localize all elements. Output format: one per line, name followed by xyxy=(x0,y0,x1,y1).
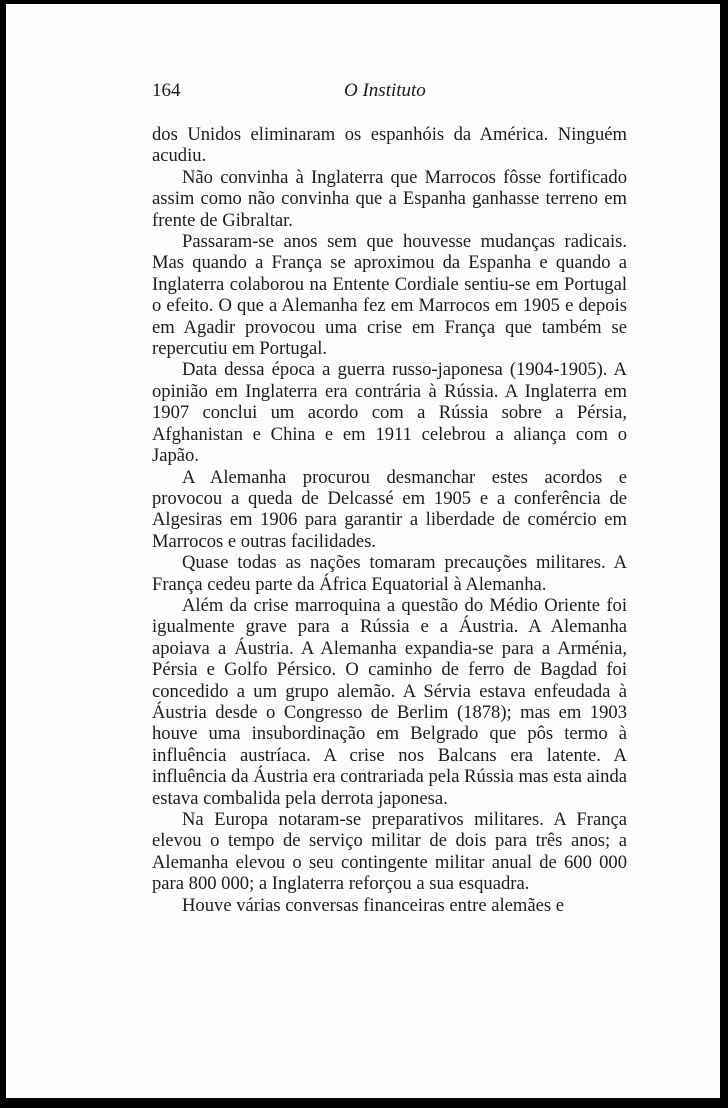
body-text xyxy=(152,124,627,916)
page-number: 164 xyxy=(152,80,181,101)
paragraph-continues: Houve várias conversas financeiras entre alemães e xyxy=(182,894,565,916)
paragraph: A Alemanha procurou desmanchar estes acordos e provocou a queda de Delcassé em 1905 e a conferência de Algesiras em 1906 para garantir a liberdade de comércio em Marrocos e outras facilidades. xyxy=(152,466,627,552)
book-page xyxy=(6,4,720,1098)
paragraph: Passaram-se anos sem que houvesse mudanças radicais. Mas quando a França se aproximou da Espanha e quando a Inglaterra colaborou na Entente Cordiale sentiu-se em Portugal o efeito. O que a Alemanha fez em Marrocos em 1905 e depois em Agadir provocou uma crise em França que também se repercutiu em Portugal. xyxy=(152,231,627,360)
page-header xyxy=(152,80,632,104)
paragraph: Quase todas as nações tomaram precauções militares. A França cedeu parte da África Equatorial à Alemanha. xyxy=(152,552,627,595)
paragraph: Na Europa notaram-se preparativos militares. A França elevou o tempo de serviço militar de dois para três anos; a Alemanha elevou o seu contingente militar anual de 600 000 para 800 000; a Inglaterra reforçou a sua esquadra. xyxy=(152,809,627,895)
paragraph: Data dessa época a guerra russo-japonesa (1904-1905). A opinião em Inglaterra era contrária à Rússia. A Inglaterra em 1907 conclui um acordo com a Rússia sobre a Pérsia, Afghanistan e China e em 1911 celebrou a aliança com o Japão. xyxy=(152,359,627,467)
paragraph: Além da crise marroquina a questão do Médio Oriente foi igualmente grave para a Rússia e a Áustria. A Alemanha apoiava a Áustria. A Alemanha expandia-se para a Arménia, Pérsia e Golfo Pérsico. O caminho de ferro de Bagdad foi concedido a um grupo alemão. A Sérvia estava enfeudada à Áustria desde o Congresso de Berlim (1878); mas em 1903 houve uma insubordinação em Belgrado que pôs termo à influência austríaca. A crise nos Balcans era latente. A influência da Áustria era contrariada pela Rússia mas esta ainda estava combalida pela derrota japonesa. xyxy=(152,594,627,809)
running-title: O Instituto xyxy=(344,80,426,101)
paragraph: Não convinha à Inglaterra que Marrocos fôsse fortificado assim como não convinha que a Espanha ganhasse terreno em frente de Gibraltar. xyxy=(152,166,627,231)
paragraph-continuation: dos Unidos eliminaram os espanhóis da América. Ninguém acudiu. xyxy=(152,124,627,167)
